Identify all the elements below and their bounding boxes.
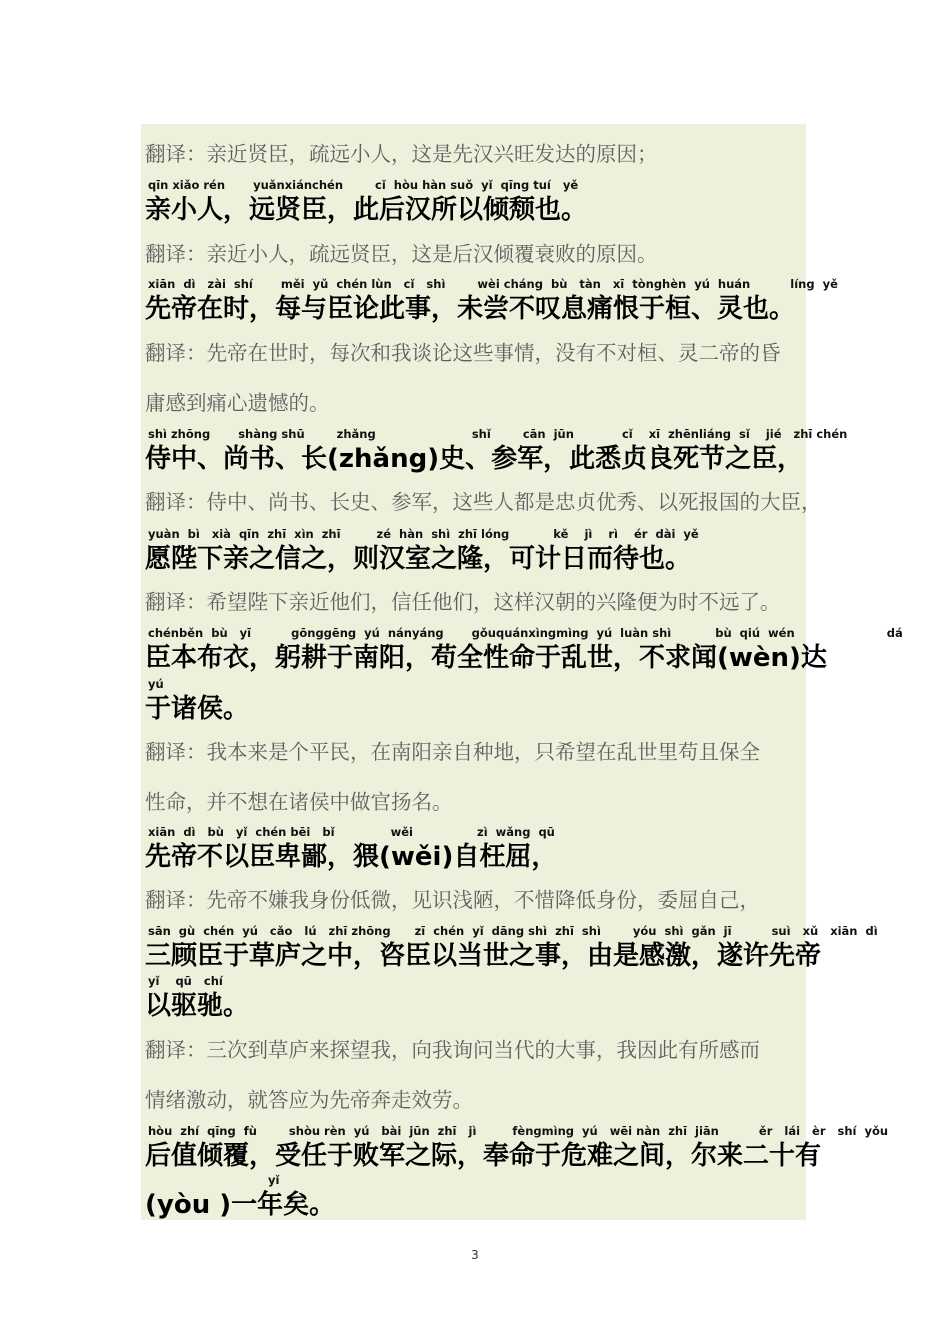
classical-text-line: (yòu )一年矣。 (145, 1190, 336, 1220)
translation-line: 翻译：亲近小人，疏远贤臣，这是后汉倾覆衰败的原因。 (145, 242, 658, 266)
classical-text-line: 先帝在时，每与臣论此事，未尝不叹息痛恨于桓、灵也。 (145, 294, 796, 324)
classical-text-line: 三顾臣于草庐之中，咨臣以当世之事，由是感激，遂许先帝 (145, 941, 822, 971)
classical-text-line: 以驱驰。 (145, 991, 250, 1021)
classical-text-line: 先帝不以臣卑鄙，猥(wěi)自枉屈， (145, 842, 558, 872)
classical-text-line: 愿陛下亲之信之，则汉室之隆，可计日而待也。 (145, 544, 692, 574)
classical-text-line: 臣本布衣，躬耕于南阳，苟全性命于乱世，不求闻(wèn)达 (145, 643, 827, 673)
translation-line: 庸感到痛心遗憾的。 (145, 391, 330, 415)
pinyin-line: yuàn bì xià qīn zhī xìn zhī zé hàn shì zhī lóng kě jì rì ér dài yě (148, 527, 699, 541)
pinyin-line: yǐ (268, 1173, 280, 1187)
classical-text-line: 后值倾覆，受任于败军之际，奉命于危难之间，尔来二十有 (145, 1141, 822, 1171)
pinyin-line: qīn xiǎo rén yuǎnxiánchén cǐ hòu hàn suǒ yǐ qīng tuí yě (148, 178, 579, 192)
translation-line: 翻译：亲近贤臣，疏远小人，这是先汉兴旺发达的原因； (145, 142, 658, 166)
translation-line: 翻译：先帝在世时，每次和我谈论这些事情，没有不对桓、灵二帝的昏 (145, 341, 781, 365)
pinyin-line: yú (148, 677, 164, 691)
classical-text-line: 侍中、尚书、长(zhǎng)史、参军，此悉贞良死节之臣， (145, 444, 804, 474)
translation-line: 性命，并不想在诸侯中做官扬名。 (145, 790, 453, 814)
pinyin-line: sān gù chén yú cǎo lú zhī zhōng zī chén yǐ dāng shì zhī shì yóu shì gǎn jī suì xǔ xiān dì (148, 924, 878, 938)
page-number: 3 (471, 1248, 479, 1262)
pinyin-line: chénběn bù yī gōnggēng yú nányáng gǒuquánxìngmìng yú luàn shì bù qiú wén dá (148, 626, 903, 640)
pinyin-line: hòu zhí qīng fù shòu rèn yú bài jūn zhī jì fèngmìng yú wēi nàn zhī jiān ěr lái èr shí yǒu (148, 1124, 889, 1138)
classical-text-line: 亲小人，远贤臣，此后汉所以倾颓也。 (145, 195, 588, 225)
translation-line: 翻译：侍中、尚书、长史、参军，这些人都是忠贞优秀、以死报国的大臣， (145, 490, 822, 514)
pinyin-line: xiān dì zài shí měi yǔ chén lùn cǐ shì wèi cháng bù tàn xī tònghèn yú huán líng yě (148, 277, 838, 291)
pinyin-line: yǐ qū chí (148, 974, 223, 988)
pinyin-line: xiān dì bù yǐ chén bēi bǐ wěi zì wǎng qū (148, 825, 555, 839)
translation-line: 翻译：三次到草庐来探望我，向我询问当代的大事，我因此有所感而 (145, 1038, 760, 1062)
translation-line: 情绪激动，就答应为先帝奔走效劳。 (145, 1088, 473, 1112)
pinyin-line: shì zhōng shàng shū zhǎng shǐ cān jūn cǐ xī zhēnliáng sǐ jié zhī chén (148, 427, 848, 441)
classical-text-line: 于诸侯。 (145, 694, 250, 724)
translation-line: 翻译：先帝不嫌我身份低微，见识浅陋，不惜降低身份，委屈自己， (145, 888, 760, 912)
translation-line: 翻译：我本来是个平民，在南阳亲自种地，只希望在乱世里苟且保全 (145, 740, 760, 764)
translation-line: 翻译：希望陛下亲近他们，信任他们，这样汉朝的兴隆便为时不远了。 (145, 590, 781, 614)
